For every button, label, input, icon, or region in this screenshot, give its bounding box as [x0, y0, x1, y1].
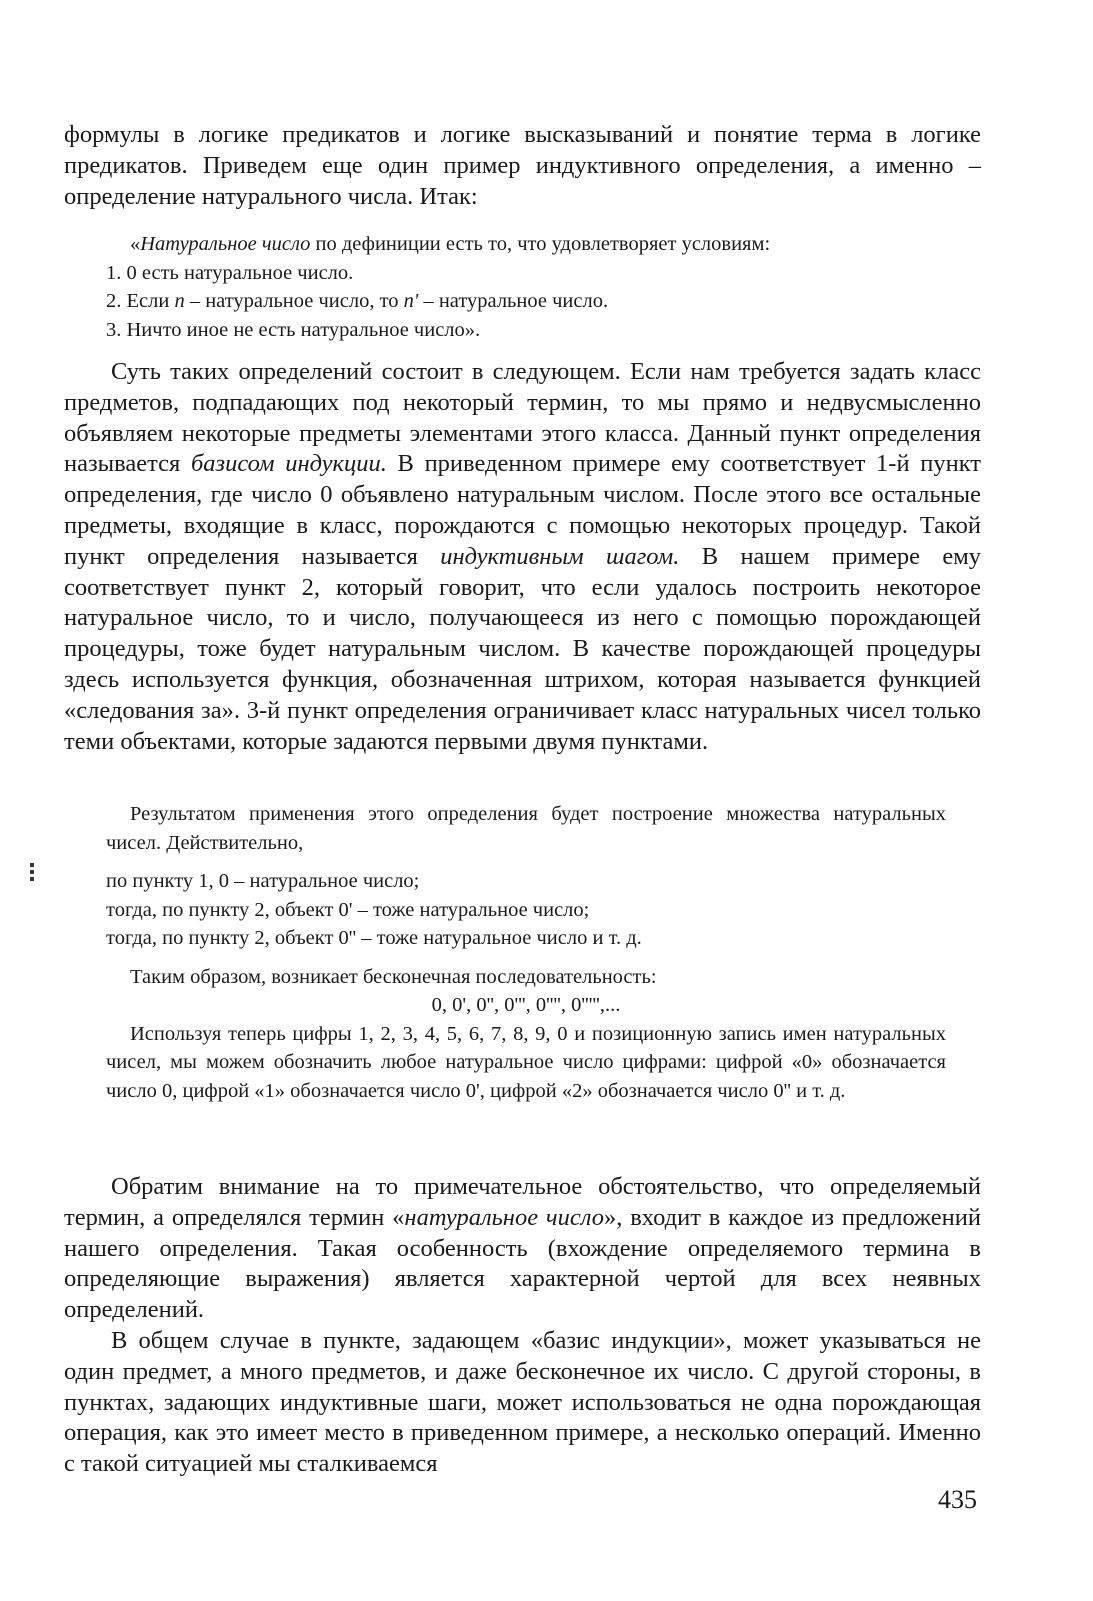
paragraph-intro: формулы в логике предикатов и логике высказываний и понятие терма в логике предикатов. Приведем еще один пример индуктивного определения, а именно – определение натурального числа. Итак:	[64, 121, 981, 210]
definition-item-1: 1. 0 есть натуральное число.	[106, 261, 354, 284]
example-intro: Результатом применения этого определения будет построение множества натуральных чисел. Действительно,	[106, 803, 946, 854]
page-number: 435	[938, 1485, 977, 1514]
example-step-3: тогда, по пункту 2, объект 0'' – тоже натуральное число и т. д.	[106, 927, 642, 949]
example-step-2: тогда, по пункту 2, объект 0' – тоже натуральное число;	[106, 898, 590, 921]
definition-item-2: 2. Если n – натуральное число, то n' – натуральное число.	[106, 290, 609, 312]
definition-line: «Натуральное число по дефиниции есть то, что удовлетворяет условиям:	[130, 233, 771, 255]
paragraph-observation: Обратим внимание на то примечательное обстоятельство, что определяемый термин, а определялся термин «натуральное число», входит в каждое из предложений нашего определения. Такая особенность (вхождение определяемого термина в определяющие выражения) является характерной чертой для всех неявных определений.	[64, 1173, 981, 1324]
digits-paragraph: Используя теперь цифры 1, 2, 3, 4, 5, 6, 7, 8, 9, 0 и позиционную запись имен натуральных чисел, мы можем обозначить любое натуральное число цифрами: цифрой «0» обозначается число 0, цифрой «1» обозначается число 0', цифрой «2» обозначается число 0'' и т. д.	[106, 1022, 946, 1102]
definition-term: Натуральное число	[140, 233, 311, 255]
paragraph-general-case: В общем случае в пункте, задающем «базис индукции», может указываться не один предмет, а много предметов, и даже бесконечное их число. С другой стороны, в пунктах, задающих индуктивные шаги, может использоваться не одна порождающая операция, как это имеет место в приведенном примере, а несколько операций. Именно с такой ситуацией мы сталкиваемся	[64, 1327, 981, 1478]
example-block	[106, 800, 946, 1105]
term-inductive-step: индуктивным шагом.	[440, 542, 680, 570]
sequence: 0, 0', 0'', 0''', 0'''', 0''''',...	[431, 994, 621, 1016]
margin-mark	[30, 863, 34, 889]
definition-item-3: 3. Ничто иное не есть натуральное число».	[106, 318, 481, 341]
sequence-intro: Таким образом, возникает бесконечная последовательность:	[130, 965, 657, 988]
definition-quote	[106, 230, 986, 344]
paragraph-explanation: Суть таких определений состоит в следующем. Если нам требуется задать класс предметов, подпадающих под некоторый термин, то мы прямо и недвусмысленно объявляем некоторые предметы элементами этого класса. Данный пункт определения называется базисом индукции. В приведенном примере ему соответствует 1-й пункт определения, где число 0 объявлено натуральным числом. После этого все остальные предметы, входящие в класс, порождаются с помощью некоторых процедур. Такой пункт определения называется индуктивным шагом. В нашем примере ему соответствует пункт 2, который говорит, что если удалось построить некоторое натуральное число, то и число, получающееся из него с помощью порождающей процедуры, тоже будет натуральным числом. В качестве порождающей процедуры здесь используется функция, обозначенная штрихом, которая называется функцией «следования за». 3-й пункт определения ограничивает класс натуральных чисел только теми объектами, которые задаются первыми двумя пунктами.	[64, 358, 981, 755]
example-step-1: по пункту 1, 0 – натуральное число;	[106, 870, 420, 892]
term-natural-number: натуральное число	[404, 1203, 604, 1231]
term-basis-induction: базисом индукции.	[190, 450, 387, 478]
